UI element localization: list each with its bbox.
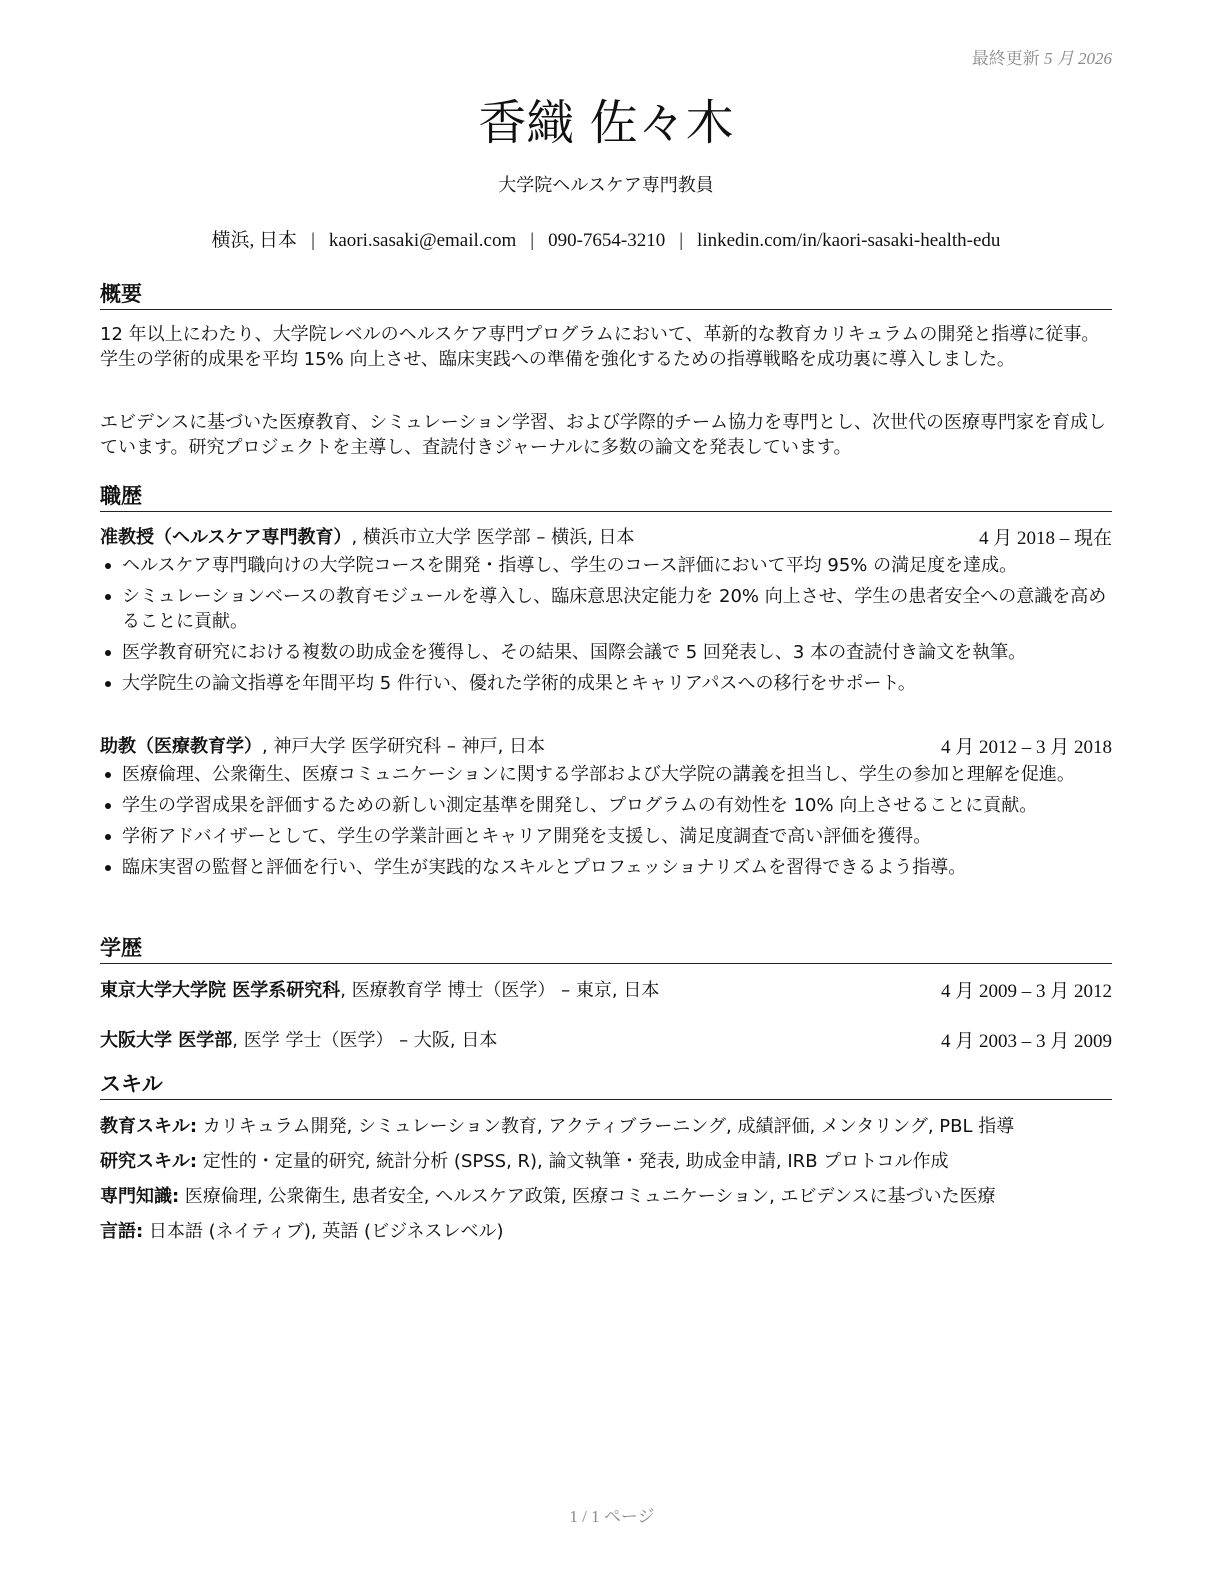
section-title-education: 学歴 <box>100 932 1112 964</box>
skill-line <box>100 1112 1112 1138</box>
skill-line <box>100 1147 1112 1173</box>
skill-value: カリキュラム開発, シミュレーション教育, アクティブラーニング, 成績評価, メンタリング, PBL 指導 <box>197 1116 1015 1137</box>
education-item <box>100 976 1112 1002</box>
education-school: 大阪大学 医学部 <box>100 1030 233 1051</box>
job-bullets <box>100 553 1112 702</box>
summary-paragraph-1: 12 年以上にわたり、大学院レベルのヘルスケア専門プログラムにおいて、革新的な教育カリキュラムの開発と指導に従事。学生の学術的成果を平均 15% 向上させ、臨床実践への準備を強化するための指導戦略を成功裏に導入しました。 <box>100 324 1100 370</box>
contact-linkedin[interactable]: linkedin.com/in/kaori-sasaki-health-edu <box>697 230 1001 251</box>
page-indicator: 1 / 1 ページ <box>569 1507 655 1526</box>
list-item: 臨床実習の監督と評価を行い、学生が実践的なスキルとプロフェッショナリズムを習得できるよう指導。 <box>100 855 1112 880</box>
list-item: 医学教育研究における複数の助成金を獲得し、その結果、国際会議で 5 回発表し、3 本の査読付き論文を執筆。 <box>100 640 1112 665</box>
education-dates: 4 月 2009 – 3 月 2012 <box>940 981 1112 1002</box>
last-updated-label: 最終更新 <box>971 49 1040 68</box>
section-title-skills: スキル <box>100 1068 1112 1100</box>
separator: | <box>530 230 535 251</box>
education-item <box>100 1026 1112 1052</box>
skill-label: 言語: <box>100 1221 144 1242</box>
list-item: 学術アドバイザーとして、学生の学業計画とキャリア開発を支援し、満足度調査で高い評価を獲得。 <box>100 824 1112 849</box>
job-header <box>100 732 1112 758</box>
separator: | <box>679 230 684 251</box>
job-role: 准教授（ヘルスケア専門教育） <box>100 527 352 548</box>
list-item: ヘルスケア専門職向けの大学院コースを開発・指導し、学生のコース評価において平均 95% の満足度を達成。 <box>100 553 1112 578</box>
job-org: , 横浜市立大学 医学部 – 横浜, 日本 <box>351 527 635 548</box>
last-updated <box>972 44 1112 69</box>
list-item: 学生の学習成果を評価するための新しい測定基準を開発し、プログラムの有効性を 10% 向上させることに貢献。 <box>100 793 1112 818</box>
resume-page <box>100 0 1112 1584</box>
skill-label: 教育スキル: <box>100 1116 198 1137</box>
skill-label: 研究スキル: <box>100 1151 198 1172</box>
list-item: 医療倫理、公衆衛生、医療コミュニケーションに関する学部および大学院の講義を担当し、学生の参加と理解を促進。 <box>100 762 1112 787</box>
skill-label: 専門知識: <box>100 1186 180 1207</box>
summary-paragraph-2: エビデンスに基づいた医療教育、シミュレーション学習、および学際的チーム協力を専門とし、次世代の医療専門家を育成しています。研究プロジェクトを主導し、査読付きジャーナルに多数の論文を発表しています。 <box>100 412 1107 458</box>
skill-line <box>100 1217 1112 1243</box>
person-name: 香織 佐々木 <box>478 95 734 151</box>
list-item: シミュレーションベースの教育モジュールを導入し、臨床意思決定能力を 20% 向上させ、学生の患者安全への意識を高めることに貢献。 <box>100 584 1112 634</box>
separator: | <box>311 230 315 251</box>
section-title-experience: 職歴 <box>100 480 1112 512</box>
skill-value: 医療倫理, 公衆衛生, 患者安全, ヘルスケア政策, 医療コミュニケーション, エビデンスに基づいた医療 <box>179 1186 996 1207</box>
headline: 大学院ヘルスケア専門教員 <box>498 175 714 196</box>
job-bullets <box>100 762 1112 886</box>
education-detail: , 医療教育学 博士（医学） – 東京, 日本 <box>340 980 660 1001</box>
job-org: , 神戸大学 医学研究科 – 神戸, 日本 <box>262 736 546 757</box>
job-header <box>100 523 1112 549</box>
education-dates: 4 月 2003 – 3 月 2009 <box>940 1031 1112 1052</box>
section-title-summary: 概要 <box>100 278 1112 310</box>
education-school: 東京大学大学院 医学系研究科 <box>100 980 341 1001</box>
skill-value: 定性的・定量的研究, 統計分析 (SPSS, R), 論文執筆・発表, 助成金申請, IRB プロトコル作成 <box>197 1151 949 1172</box>
contact-phone: 090-7654-3210 <box>548 230 666 251</box>
job-role: 助教（医療教育学） <box>100 736 262 757</box>
job-dates: 4 月 2012 – 3 月 2018 <box>940 737 1112 758</box>
contact-email[interactable]: kaori.sasaki@email.com <box>328 230 517 251</box>
skill-line <box>100 1182 1112 1208</box>
skill-value: 日本語 (ネイティブ), 英語 (ビジネスレベル) <box>143 1221 504 1242</box>
job-dates: 4 月 2018 – 現在 <box>978 528 1112 549</box>
list-item: 大学院生の論文指導を年間平均 5 件行い、優れた学術的成果とキャリアパスへの移行をサポート。 <box>100 671 1112 696</box>
contact-line <box>100 225 1112 252</box>
last-updated-date: 5 月 2026 <box>1044 49 1112 68</box>
contact-location: 横浜, 日本 <box>211 230 298 251</box>
education-detail: , 医学 学士（医学） – 大阪, 日本 <box>232 1030 498 1051</box>
